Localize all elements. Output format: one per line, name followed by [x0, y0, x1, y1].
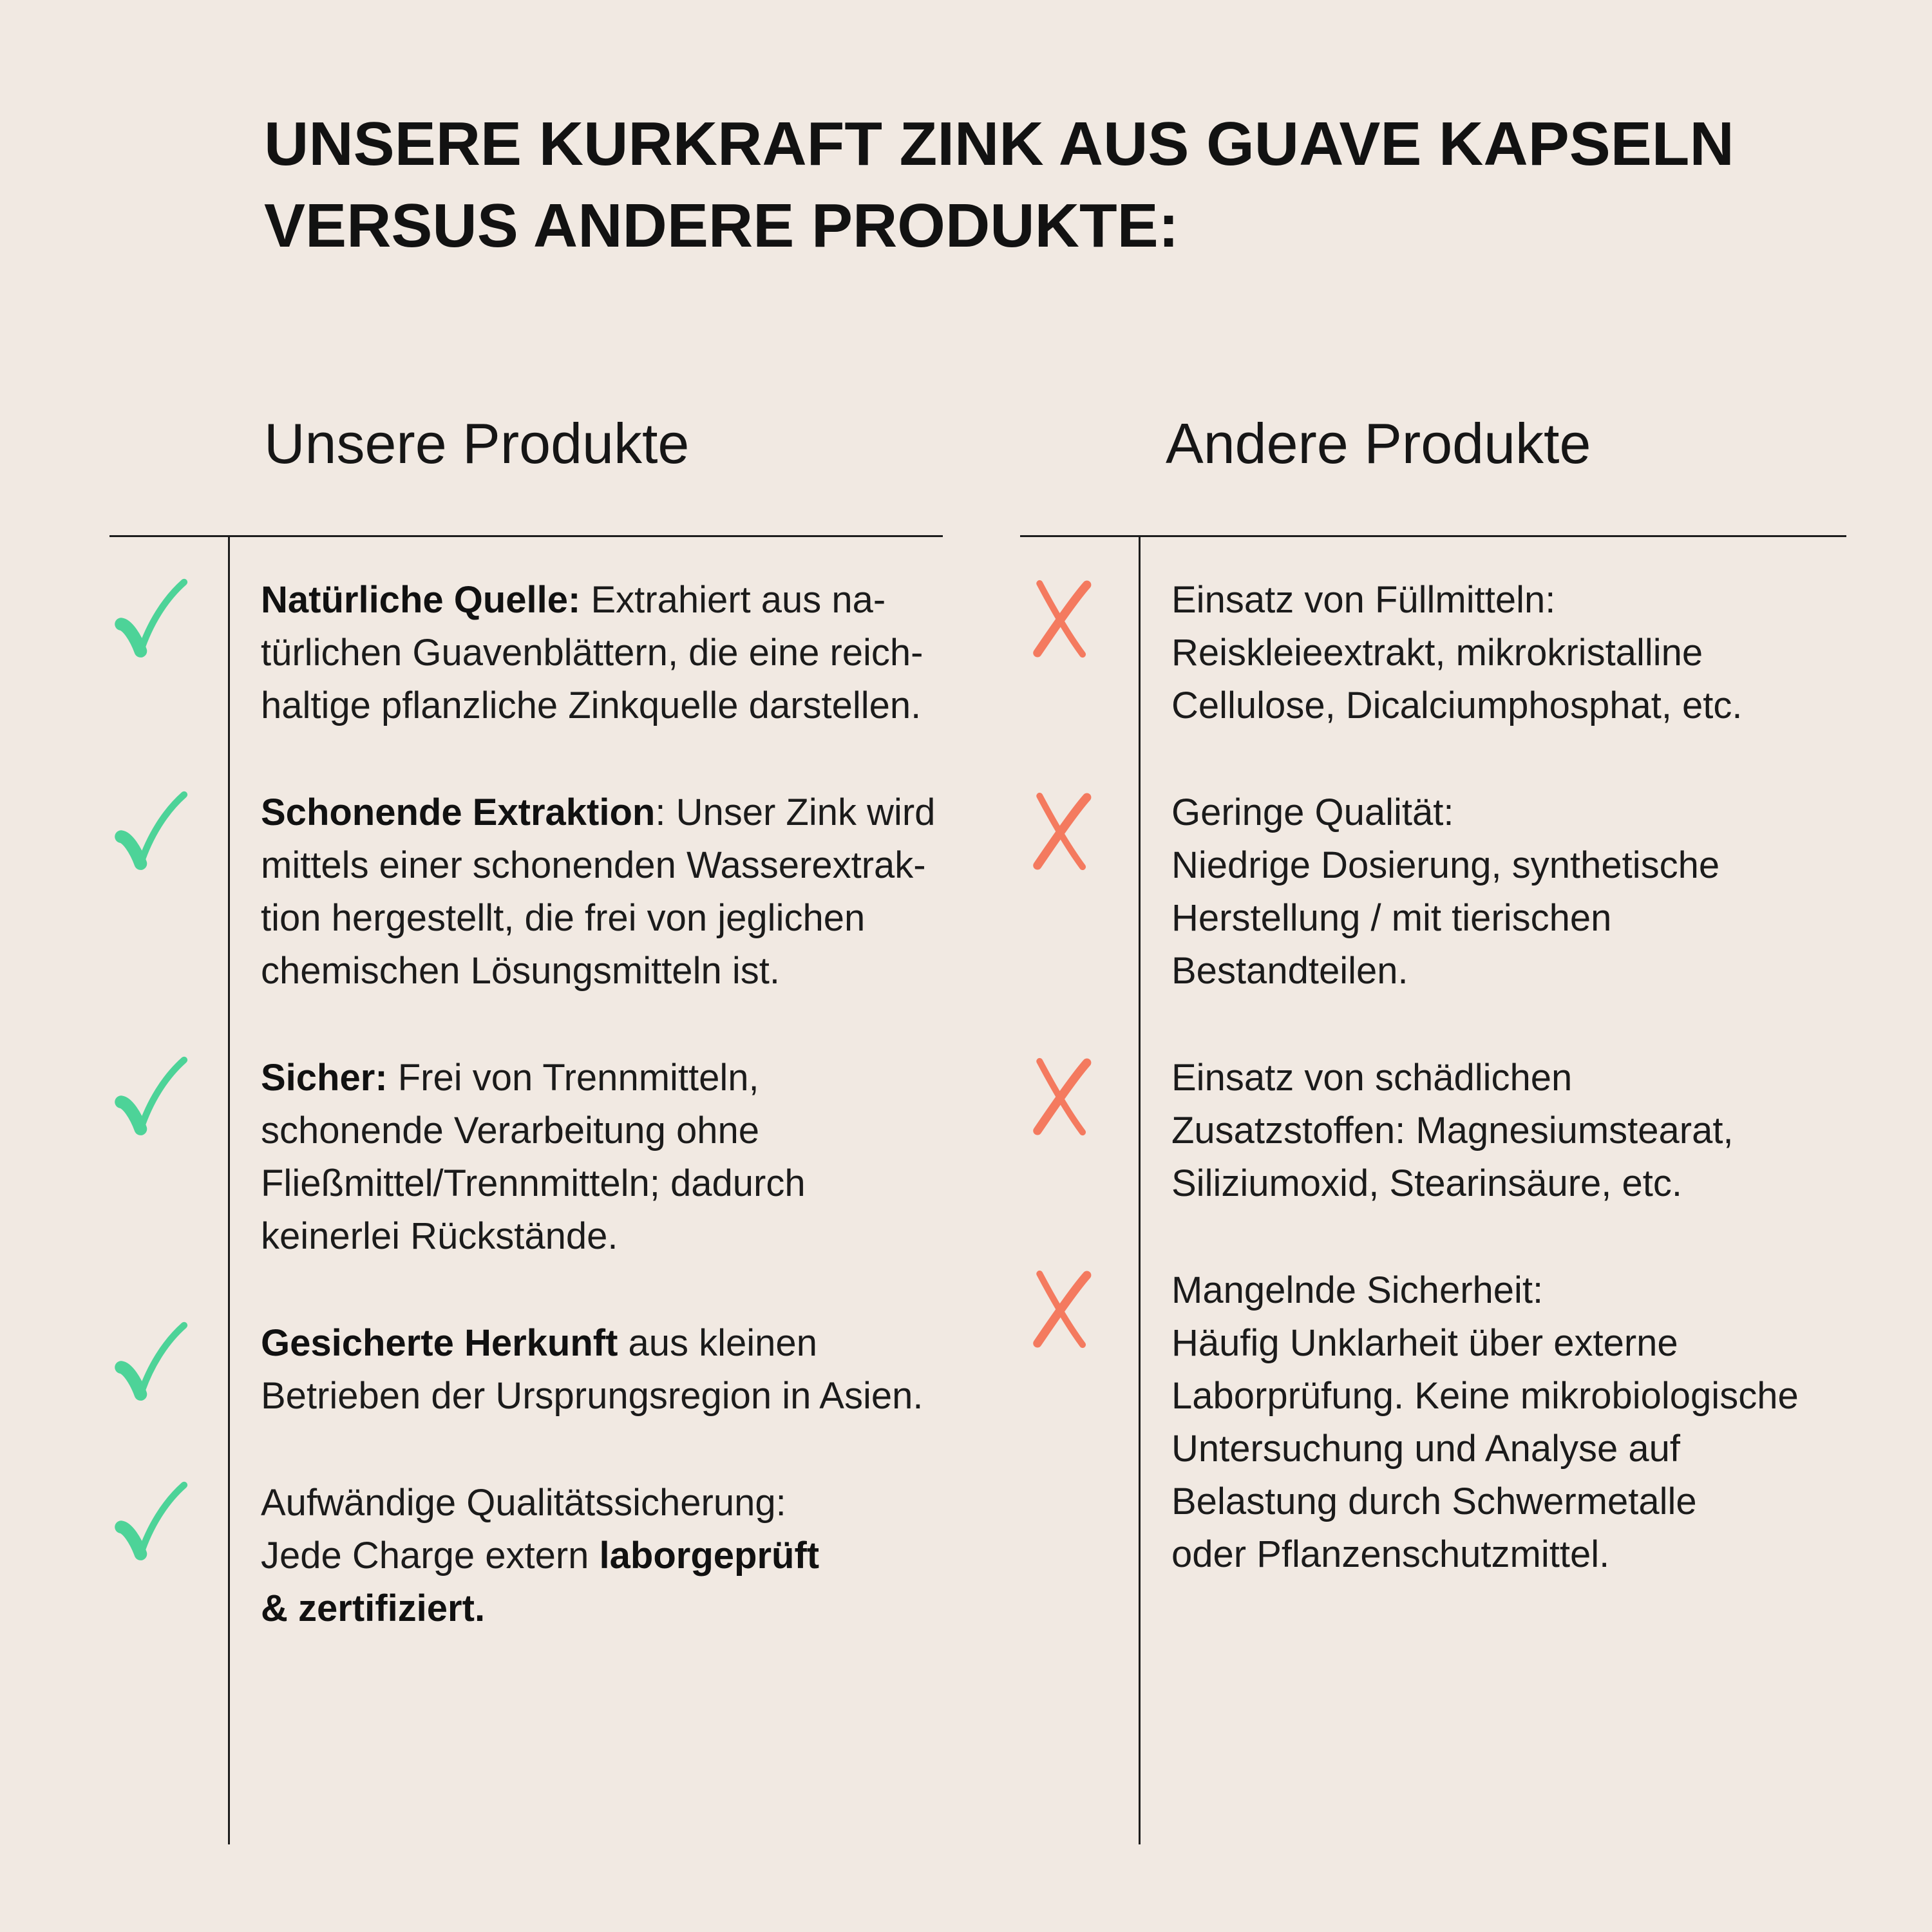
x-icon: [1025, 790, 1101, 873]
item-text-line: [261, 1477, 943, 1530]
item-text-regular: Extrahiert aus na-: [580, 579, 886, 621]
column-header-other-products: Andere Produkte: [1166, 412, 1591, 475]
item-text-line: [1171, 627, 1846, 679]
check-icon: [115, 578, 191, 660]
item-text-bold: Natürliche Quelle:: [261, 579, 581, 621]
item-text-line: [1171, 945, 1846, 998]
item-text-line: [261, 574, 943, 627]
item-text-line: [1171, 1264, 1846, 1317]
item-text-regular: Belastung durch Schwermetalle: [1171, 1481, 1697, 1522]
item-text: [261, 1477, 943, 1635]
item-text-regular: Betrieben der Ursprungsregion in Asien.: [261, 1375, 923, 1417]
item-text-regular: oder Pflanzenschutzmittel.: [1171, 1533, 1610, 1575]
list-item: [109, 1317, 943, 1423]
list-item: [1020, 1264, 1846, 1581]
item-text-bold: & zertifiziert.: [261, 1587, 486, 1629]
item-text-line: [1171, 786, 1846, 839]
item-text-line: [261, 892, 943, 945]
item-text-regular: Zusatzstoffen: Magnesiumstearat,: [1171, 1110, 1734, 1151]
item-text: [261, 786, 943, 998]
item-text-regular: keinerlei Rückstände.: [261, 1215, 618, 1257]
item-text: [1171, 574, 1846, 732]
item-text-line: [1171, 1370, 1846, 1423]
item-text-regular: türlichen Guavenblättern, die eine reich-: [261, 632, 923, 674]
item-text-line: [1171, 1528, 1846, 1581]
item-text: [261, 1052, 943, 1263]
x-icon: [1025, 1056, 1101, 1138]
check-icon: [115, 1481, 191, 1563]
x-icon: [1025, 578, 1101, 660]
item-text-line: [261, 1582, 943, 1635]
check-icon: [115, 790, 191, 873]
item-text-line: [261, 1157, 943, 1210]
item-text-regular: Frei von Trennmitteln,: [387, 1057, 759, 1099]
item-text-regular: Laborprüfung. Keine mikrobiologische: [1171, 1375, 1799, 1417]
item-text-regular: aus kleinen: [618, 1322, 817, 1364]
item-text-regular: Siliziumoxid, Stearinsäure, etc.: [1171, 1162, 1682, 1204]
list-item: [1020, 786, 1846, 998]
item-text-line: [261, 1210, 943, 1263]
list-item: [1020, 1052, 1846, 1210]
list-item: [109, 786, 943, 998]
item-text: [261, 574, 943, 732]
item-text-line: [1171, 839, 1846, 892]
item-text-line: [261, 945, 943, 998]
item-text-regular: Reiskleieextrakt, mikrokristalline: [1171, 632, 1703, 674]
column-other-products: [1020, 412, 1846, 1635]
item-text: [1171, 786, 1846, 998]
x-icon: [1025, 1268, 1101, 1350]
item-text-line: [1171, 1423, 1846, 1475]
item-text-line: [261, 679, 943, 732]
item-text-bold: Gesicherte Herkunft: [261, 1322, 618, 1364]
item-text-regular: Niedrige Dosierung, synthetische: [1171, 844, 1720, 886]
item-text-regular: Mangelnde Sicherheit:: [1171, 1269, 1544, 1311]
item-text-line: [261, 1317, 943, 1370]
item-text-regular: schonende Verarbeitung ohne: [261, 1110, 759, 1151]
list-item: [109, 574, 943, 732]
item-text-line: [1171, 892, 1846, 945]
item-text-regular: tion hergestellt, die frei von jeglichen: [261, 897, 866, 939]
item-text-regular: chemischen Lösungsmitteln ist.: [261, 950, 780, 992]
list-item: [109, 1477, 943, 1635]
item-text-line: [261, 839, 943, 892]
item-text-line: [261, 1052, 943, 1104]
item-text-regular: Geringe Qualität:: [1171, 791, 1454, 833]
item-text-line: [1171, 574, 1846, 627]
page-title-line2: VERSUS ANDERE PRODUKTE:: [264, 191, 1179, 260]
item-text-line: [261, 1104, 943, 1157]
item-text-bold: Sicher:: [261, 1057, 388, 1099]
item-text-line: [1171, 1104, 1846, 1157]
column-our-products: [109, 412, 943, 1689]
item-text-regular: Herstellung / mit tierischen: [1171, 897, 1612, 939]
item-text-regular: Fließmittel/Trennmitteln; dadurch: [261, 1162, 806, 1204]
item-text-regular: Jede Charge extern: [261, 1535, 600, 1577]
item-text-line: [261, 627, 943, 679]
item-text-line: [261, 1530, 943, 1582]
item-text-line: [1171, 679, 1846, 732]
item-text-line: [1171, 1317, 1846, 1370]
page-title: [264, 103, 1734, 267]
item-text: [261, 1317, 943, 1423]
item-text-regular: Bestandteilen.: [1171, 950, 1408, 992]
item-text-regular: Einsatz von Füllmitteln:: [1171, 579, 1556, 621]
check-icon: [115, 1321, 191, 1403]
item-text: [1171, 1052, 1846, 1210]
item-text-line: [261, 786, 943, 839]
item-text-line: [1171, 1475, 1846, 1528]
item-text-regular: Häufig Unklarheit über externe: [1171, 1322, 1678, 1364]
item-text-line: [261, 1370, 943, 1423]
item-text-bold: laborgeprüft: [599, 1535, 820, 1577]
other-products-list: [1020, 535, 1846, 1581]
item-text: [1171, 1264, 1846, 1581]
item-text-regular: : Unser Zink wird: [655, 791, 936, 833]
item-text-line: [1171, 1052, 1846, 1104]
item-text-regular: Aufwändige Qualitätssicherung:: [261, 1482, 786, 1524]
column-header-our-products: Unsere Produkte: [264, 412, 690, 475]
item-text-regular: Cellulose, Dicalciumphosphat, etc.: [1171, 685, 1743, 726]
page-title-line1: UNSERE KURKRAFT ZINK AUS GUAVE KAPSELN: [264, 109, 1734, 178]
check-icon: [115, 1056, 191, 1138]
list-item: [109, 1052, 943, 1263]
item-text-regular: mittels einer schonenden Wasserextrak-: [261, 844, 926, 886]
item-text-regular: haltige pflanzliche Zinkquelle darstellen.: [261, 685, 922, 726]
item-text-bold: Schonende Extraktion: [261, 791, 656, 833]
item-text-line: [1171, 1157, 1846, 1210]
item-text-regular: Einsatz von schädlichen: [1171, 1057, 1573, 1099]
list-item: [1020, 574, 1846, 732]
item-text-regular: Untersuchung und Analyse auf: [1171, 1428, 1680, 1470]
our-products-list: [109, 535, 943, 1635]
